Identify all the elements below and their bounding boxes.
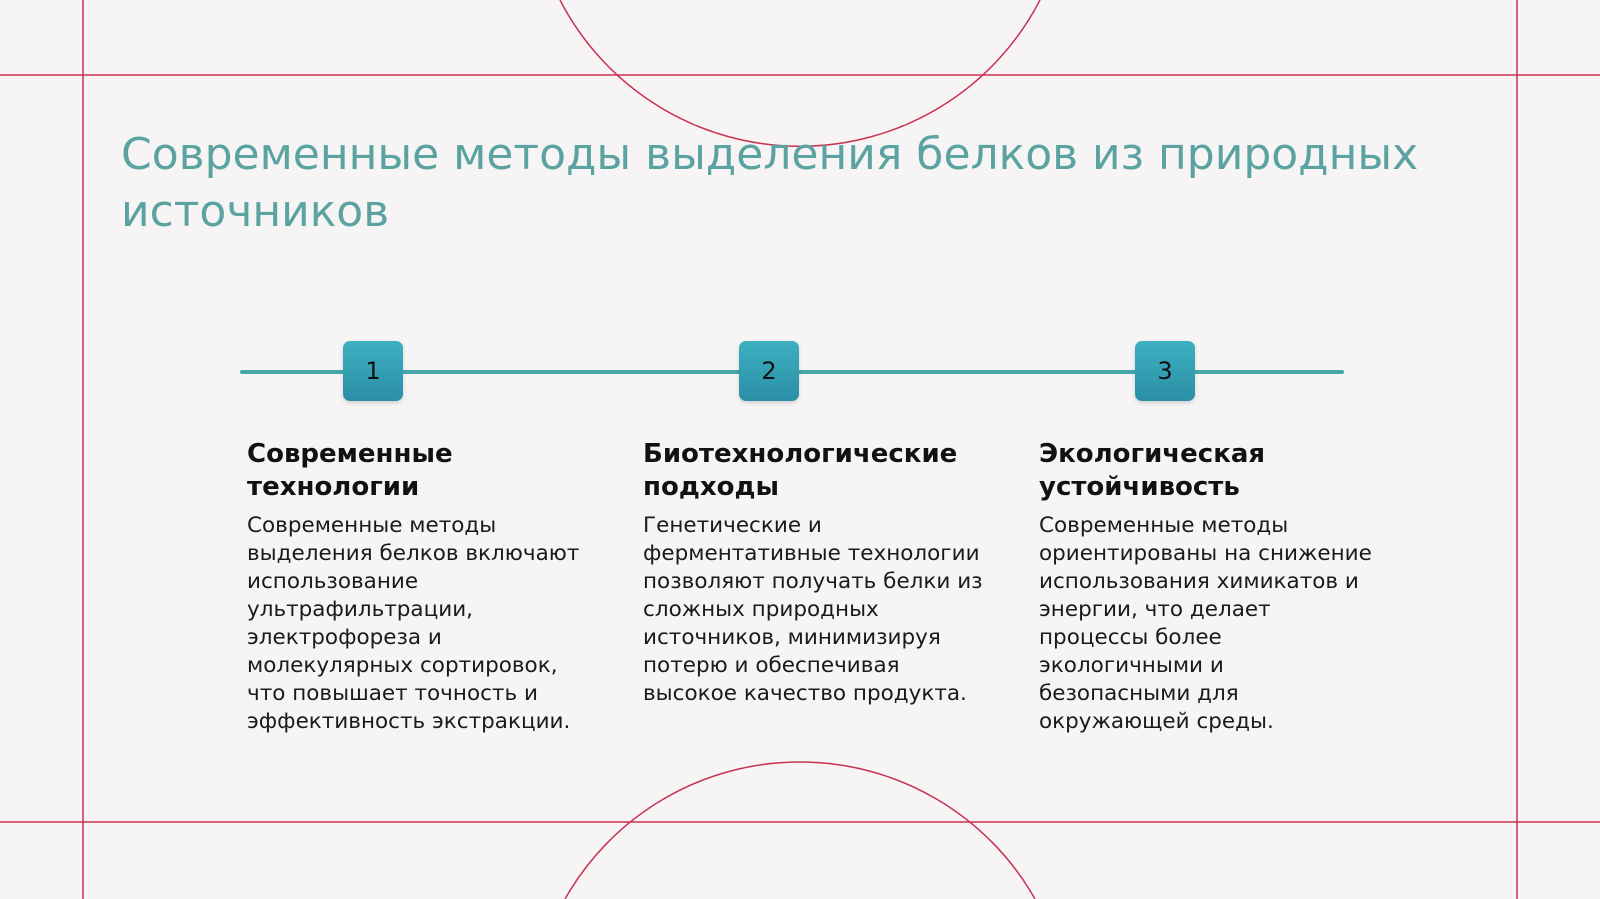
step-badge-1: 1: [343, 341, 403, 401]
step-heading-3: Экологическая устойчивость: [1039, 439, 1266, 502]
step-badge-3: 3: [1135, 341, 1195, 401]
step-heading-1: Современные технологии: [247, 439, 453, 502]
step-column-3: [1039, 438, 1379, 736]
step-text-3: Современные методы ориентированы на снижение использования химикатов и энергии, что делает процессы более экологичными и безопасными для окружающей среды.: [1039, 513, 1372, 734]
frame-arc-bottom: [565, 762, 1035, 899]
step-heading-2: Биотехнологические подходы: [643, 439, 958, 502]
step-badge-2: 2: [739, 341, 799, 401]
page-title: Современные методы выделения белков из природных источников: [121, 129, 1419, 237]
step-column-1: [247, 438, 587, 736]
step-column-2: [643, 438, 983, 708]
frame-arc-top: [560, 0, 1040, 146]
step-text-2: Генетические и ферментативные технологии позволяют получать белки из сложных природных источников, минимизируя потерю и обеспечивая высокое качество продукта.: [643, 513, 983, 706]
step-text-1: Современные методы выделения белков включают использование ультрафильтрации, электрофореза и молекулярных сортировок, что повышает точность и эффективность экстракции.: [247, 513, 580, 734]
